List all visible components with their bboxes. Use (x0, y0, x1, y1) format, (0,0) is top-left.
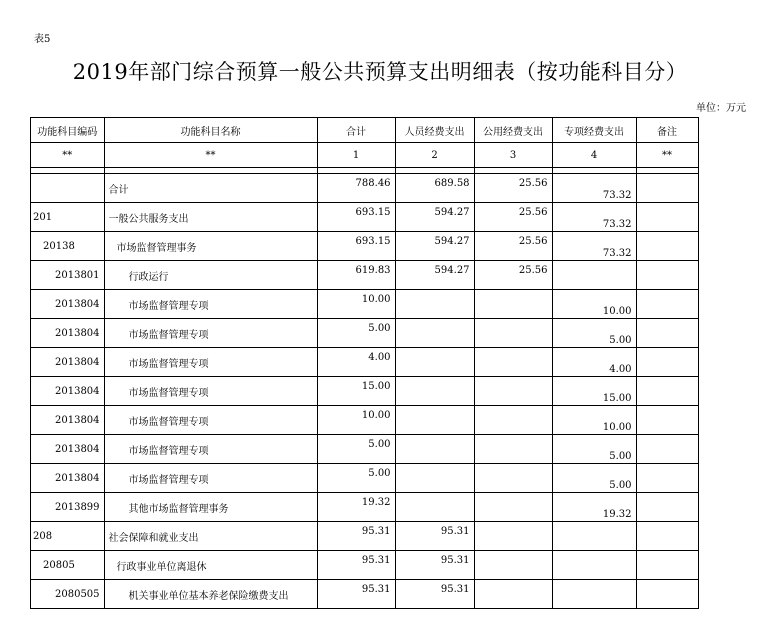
public-cell (474, 348, 552, 377)
special-cell: 73.32 (552, 232, 636, 261)
header-personnel: 人员经费支出 (395, 118, 474, 143)
table-row (31, 203, 699, 232)
code-cell: 201 (31, 203, 105, 232)
code-cell: 2080505 (31, 580, 105, 609)
public-cell (474, 464, 552, 493)
note-cell (636, 522, 698, 551)
personnel-cell: 95.31 (395, 522, 474, 551)
table-number-label: 表5 (34, 34, 51, 45)
public-cell (474, 377, 552, 406)
code-cell: 2013804 (31, 435, 105, 464)
name-cell: 市场监督管理专项 (104, 406, 317, 435)
table-row (31, 174, 699, 203)
header-public: 公用经费支出 (474, 118, 552, 143)
special-cell: 5.00 (552, 319, 636, 348)
personnel-cell (395, 493, 474, 522)
public-cell (474, 435, 552, 464)
public-cell (474, 319, 552, 348)
index-cell: ** (31, 143, 105, 168)
name-cell: 一般公共服务支出 (104, 203, 317, 232)
name-cell: 市场监督管理专项 (104, 435, 317, 464)
total-cell: 5.00 (317, 319, 395, 348)
index-cell: 4 (552, 143, 636, 168)
total-cell: 95.31 (317, 522, 395, 551)
public-cell: 25.56 (474, 261, 552, 290)
table-row (31, 348, 699, 377)
public-cell: 25.56 (474, 232, 552, 261)
code-cell: 2013804 (31, 464, 105, 493)
special-cell: 15.00 (552, 377, 636, 406)
index-cell: 2 (395, 143, 474, 168)
header-code: 功能科目编码 (31, 118, 105, 143)
code-cell: 20138 (31, 232, 105, 261)
total-cell: 4.00 (317, 348, 395, 377)
note-cell (636, 406, 698, 435)
name-cell: 行政运行 (104, 261, 317, 290)
special-cell (552, 551, 636, 580)
special-cell: 5.00 (552, 435, 636, 464)
note-cell (636, 493, 698, 522)
code-cell: 208 (31, 522, 105, 551)
note-cell (636, 464, 698, 493)
personnel-cell: 95.31 (395, 551, 474, 580)
code-cell: 2013804 (31, 377, 105, 406)
total-cell: 693.15 (317, 203, 395, 232)
name-cell: 机关事业单位基本养老保险缴费支出 (104, 580, 317, 609)
code-cell: 2013804 (31, 290, 105, 319)
header-row (31, 118, 699, 143)
special-cell: 10.00 (552, 406, 636, 435)
name-cell: 合计 (104, 174, 317, 203)
personnel-cell (395, 290, 474, 319)
special-cell: 19.32 (552, 493, 636, 522)
table-row (31, 377, 699, 406)
name-cell: 市场监督管理专项 (104, 290, 317, 319)
special-cell: 73.32 (552, 174, 636, 203)
total-cell: 95.31 (317, 580, 395, 609)
code-cell: 20805 (31, 551, 105, 580)
code-cell: 2013804 (31, 406, 105, 435)
name-cell: 市场监督管理专项 (104, 319, 317, 348)
total-cell: 693.15 (317, 232, 395, 261)
note-cell (636, 174, 698, 203)
index-cell: ** (636, 143, 698, 168)
page-title: 2019年部门综合预算一般公共预算支出明细表（按功能科目分） (72, 60, 688, 84)
code-cell: 2013804 (31, 319, 105, 348)
table-row (31, 551, 699, 580)
total-cell: 619.83 (317, 261, 395, 290)
note-cell (636, 319, 698, 348)
special-cell: 10.00 (552, 290, 636, 319)
table-row (31, 261, 699, 290)
table-row (31, 580, 699, 609)
note-cell (636, 435, 698, 464)
special-cell: 73.32 (552, 203, 636, 232)
header-name: 功能科目名称 (104, 118, 317, 143)
index-cell: 3 (474, 143, 552, 168)
note-cell (636, 348, 698, 377)
unit-label: 单位：万元 (696, 103, 746, 114)
header-special: 专项经费支出 (552, 118, 636, 143)
header-note: 备注 (636, 118, 698, 143)
index-cell: 1 (317, 143, 395, 168)
name-cell: 其他市场监督管理事务 (104, 493, 317, 522)
name-cell: 市场监督管理事务 (104, 232, 317, 261)
total-cell: 19.32 (317, 493, 395, 522)
public-cell (474, 493, 552, 522)
name-cell: 市场监督管理专项 (104, 377, 317, 406)
table-row (31, 464, 699, 493)
special-cell (552, 580, 636, 609)
table-row (31, 493, 699, 522)
personnel-cell: 594.27 (395, 232, 474, 261)
note-cell (636, 232, 698, 261)
table-row (31, 406, 699, 435)
total-cell: 10.00 (317, 290, 395, 319)
code-cell: 2013899 (31, 493, 105, 522)
table-row (31, 435, 699, 464)
note-cell (636, 203, 698, 232)
total-cell: 5.00 (317, 464, 395, 493)
special-cell (552, 522, 636, 551)
note-cell (636, 551, 698, 580)
personnel-cell (395, 435, 474, 464)
special-cell: 4.00 (552, 348, 636, 377)
code-cell: 2013804 (31, 348, 105, 377)
table-row (31, 319, 699, 348)
personnel-cell (395, 406, 474, 435)
public-cell (474, 522, 552, 551)
public-cell: 25.56 (474, 174, 552, 203)
special-cell: 5.00 (552, 464, 636, 493)
name-cell: 行政事业单位离退休 (104, 551, 317, 580)
public-cell (474, 406, 552, 435)
total-cell: 10.00 (317, 406, 395, 435)
personnel-cell: 594.27 (395, 203, 474, 232)
note-cell (636, 580, 698, 609)
note-cell (636, 377, 698, 406)
public-cell (474, 551, 552, 580)
code-cell: 2013801 (31, 261, 105, 290)
personnel-cell: 689.58 (395, 174, 474, 203)
total-cell: 15.00 (317, 377, 395, 406)
name-cell: 社会保障和就业支出 (104, 522, 317, 551)
total-cell: 5.00 (317, 435, 395, 464)
name-cell: 市场监督管理专项 (104, 464, 317, 493)
index-cell: ** (104, 143, 317, 168)
index-row (31, 143, 699, 168)
name-cell: 市场监督管理专项 (104, 348, 317, 377)
note-cell (636, 261, 698, 290)
personnel-cell (395, 377, 474, 406)
total-cell: 95.31 (317, 551, 395, 580)
code-cell (31, 174, 105, 203)
public-cell (474, 580, 552, 609)
personnel-cell (395, 319, 474, 348)
header-total: 合计 (317, 118, 395, 143)
table-row (31, 290, 699, 319)
personnel-cell: 95.31 (395, 580, 474, 609)
budget-table (30, 117, 699, 609)
special-cell (552, 261, 636, 290)
table-row (31, 232, 699, 261)
total-cell: 788.46 (317, 174, 395, 203)
table-row (31, 522, 699, 551)
public-cell (474, 290, 552, 319)
personnel-cell (395, 464, 474, 493)
note-cell (636, 290, 698, 319)
personnel-cell: 594.27 (395, 261, 474, 290)
public-cell: 25.56 (474, 203, 552, 232)
personnel-cell (395, 348, 474, 377)
